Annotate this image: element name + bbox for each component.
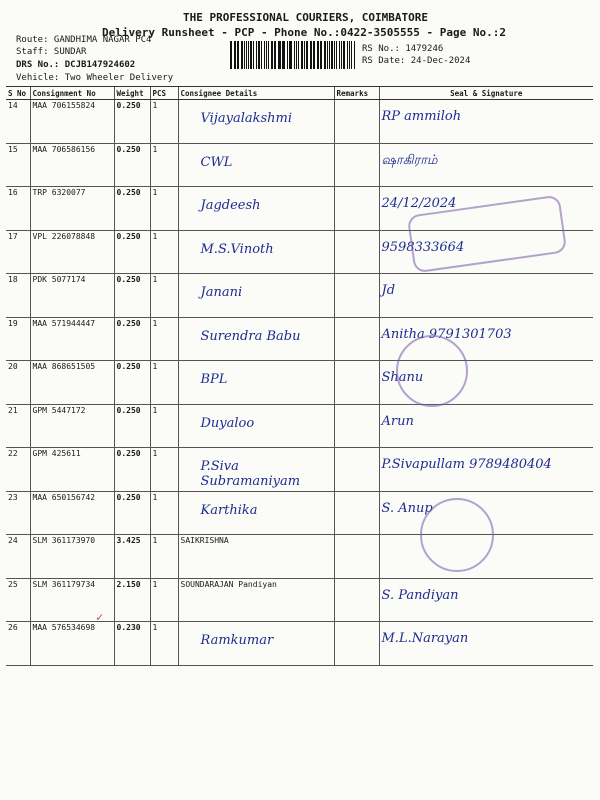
row-consignment: MAA 706155824 xyxy=(30,100,114,144)
row-pcs: 1 xyxy=(150,622,178,666)
row-remarks xyxy=(334,578,379,622)
row-consignee xyxy=(178,361,334,405)
row-sno: 16 xyxy=(6,187,30,231)
row-remarks xyxy=(334,187,379,231)
rs-date: RS Date: 24-Dec-2024 xyxy=(362,56,471,66)
col-remarks: Remarks xyxy=(334,87,379,100)
row-remarks xyxy=(334,100,379,144)
signature-handwriting: S. Pandiyan xyxy=(381,587,459,603)
row-pcs: 1 xyxy=(150,317,178,361)
row-remarks xyxy=(334,491,379,535)
consignee-handwriting: Ramkumar xyxy=(200,633,274,648)
row-consignee xyxy=(178,143,334,187)
consignee-name: SAIKRISHNA xyxy=(180,536,229,545)
row-pcs: 1 xyxy=(150,404,178,448)
row-signature xyxy=(379,404,593,448)
consignee-handwriting: Duyaloo xyxy=(200,415,255,431)
consignee-name: SOUNDARAJAN Pandiyan xyxy=(180,579,277,589)
col-pcs: PCS xyxy=(150,87,178,100)
row-remarks xyxy=(334,622,379,666)
col-signature: Seal & Signature xyxy=(379,87,593,100)
consignee-handwriting: Surendra Babu xyxy=(200,328,301,344)
row-consignee xyxy=(178,100,334,144)
row-remarks xyxy=(334,404,379,448)
table-row xyxy=(6,404,593,448)
row-weight: 0.250 xyxy=(114,404,150,448)
row-signature xyxy=(379,100,593,144)
row-sno: 19 xyxy=(6,317,30,361)
route-label: Route: GANDHIMA NAGAR PC4 xyxy=(16,35,152,45)
table-row xyxy=(6,274,593,318)
row-pcs: 1 xyxy=(150,187,178,231)
row-consignment: MAA 576534698 xyxy=(30,622,114,666)
row-weight: 2.150 xyxy=(114,578,150,622)
row-signature xyxy=(379,578,593,622)
col-sno: S No xyxy=(6,87,30,100)
row-pcs: 1 xyxy=(150,100,178,144)
row-pcs: 1 xyxy=(150,361,178,405)
row-sno: 15 xyxy=(6,143,30,187)
consignee-handwriting: P.Siva Subramaniyam xyxy=(200,459,301,489)
vehicle-label: Vehicle: Two Wheeler Delivery xyxy=(16,73,174,83)
row-weight: 0.250 xyxy=(114,187,150,231)
row-pcs: 1 xyxy=(150,491,178,535)
signature-handwriting: RP ammiloh xyxy=(381,109,462,124)
row-consignment: SLM 361179734 xyxy=(30,578,114,622)
row-weight: 0.250 xyxy=(114,361,150,405)
row-sno: 17 xyxy=(6,230,30,274)
table-row xyxy=(6,143,593,187)
row-consignee xyxy=(178,491,334,535)
signature-handwriting: ஷாகிராம் xyxy=(381,152,438,168)
row-remarks xyxy=(334,230,379,274)
consignee-handwriting: M.S.Vinoth xyxy=(200,241,274,257)
staff-label: Staff: SUNDAR xyxy=(16,47,87,57)
row-consignee xyxy=(178,274,334,318)
table-row xyxy=(6,622,593,666)
row-consignment: MAA 868651505 xyxy=(30,361,114,405)
row-consignment: MAA 650156742 xyxy=(30,491,114,535)
col-consignee: Consignee Details xyxy=(178,87,334,100)
row-consignee xyxy=(178,535,334,579)
signature-handwriting: Arun xyxy=(381,413,414,429)
company-title: THE PROFESSIONAL COURIERS, COIMBATORE xyxy=(183,11,429,24)
drs-number: DRS No.: DCJB147924602 xyxy=(16,60,136,70)
row-consignment: GPM 5447172 xyxy=(30,404,114,448)
row-consignee xyxy=(178,317,334,361)
runsheet-table xyxy=(6,86,593,666)
barcode-image xyxy=(230,41,356,69)
row-remarks xyxy=(334,361,379,405)
row-sno: 26 xyxy=(6,622,30,666)
consignee-handwriting: Karthika xyxy=(200,502,258,518)
row-consignee xyxy=(178,448,334,492)
row-weight: 0.250 xyxy=(114,143,150,187)
row-sno: 25 xyxy=(6,578,30,622)
row-consignee xyxy=(178,622,334,666)
col-weight: Weight xyxy=(114,87,150,100)
row-remarks xyxy=(334,448,379,492)
consignee-handwriting: CWL xyxy=(200,154,233,170)
row-pcs: 1 xyxy=(150,143,178,187)
row-remarks xyxy=(334,274,379,318)
row-weight: 0.250 xyxy=(114,230,150,274)
table-row xyxy=(6,491,593,535)
row-sno: 14 xyxy=(6,100,30,144)
row-sno: 23 xyxy=(6,491,30,535)
row-pcs: 1 xyxy=(150,274,178,318)
row-weight: 0.250 xyxy=(114,317,150,361)
seal-stamp xyxy=(420,498,494,572)
row-consignment: TRP 6320077 xyxy=(30,187,114,231)
row-remarks xyxy=(334,143,379,187)
row-consignment: SLM 361173970 xyxy=(30,535,114,579)
col-consignment: Consignment No xyxy=(30,87,114,100)
row-consignee xyxy=(178,578,334,622)
row-pcs: 1 xyxy=(150,535,178,579)
rs-number: RS No.: 1479246 xyxy=(362,44,444,54)
row-weight: 3.425 xyxy=(114,535,150,579)
row-pcs: 1 xyxy=(150,230,178,274)
table-row xyxy=(6,578,593,622)
row-sno: 20 xyxy=(6,361,30,405)
row-weight: 0.250 xyxy=(114,448,150,492)
table-row xyxy=(6,535,593,579)
row-consignment: GPM 425611 xyxy=(30,448,114,492)
table-header-row xyxy=(6,87,593,100)
row-consignment: VPL 226078848 xyxy=(30,230,114,274)
row-consignment: MAA 706586156 xyxy=(30,143,114,187)
signature-handwriting: M.L.Narayan xyxy=(381,631,469,646)
row-signature xyxy=(379,448,593,492)
signature-handwriting: Shanu xyxy=(381,370,424,385)
row-weight: 0.250 xyxy=(114,274,150,318)
row-sno: 18 xyxy=(6,274,30,318)
table-row xyxy=(6,448,593,492)
signature-handwriting: P.Sivapullam 9789480404 xyxy=(381,457,552,472)
row-sno: 21 xyxy=(6,404,30,448)
row-pcs: 1 xyxy=(150,578,178,622)
check-mark-icon: ✓ xyxy=(96,610,104,624)
consignee-handwriting: Vijayalakshmi xyxy=(200,111,293,126)
row-weight: 0.230 xyxy=(114,622,150,666)
table-row xyxy=(6,100,593,144)
row-weight: 0.250 xyxy=(114,491,150,535)
row-signature xyxy=(379,622,593,666)
table-row xyxy=(6,361,593,405)
row-consignee xyxy=(178,404,334,448)
row-remarks xyxy=(334,535,379,579)
row-consignee xyxy=(178,230,334,274)
row-remarks xyxy=(334,317,379,361)
consignee-handwriting: Jagdeesh xyxy=(200,198,261,213)
row-weight: 0.250 xyxy=(114,100,150,144)
seal-stamp xyxy=(396,335,468,407)
signature-handwriting: Jd xyxy=(381,283,396,298)
signature-handwriting: 24/12/2024 xyxy=(381,196,457,211)
runsheet-subtitle: Delivery Runsheet - PCP - Phone No.:0422-3505555 - Page No.:2 xyxy=(102,26,506,39)
row-consignee xyxy=(178,187,334,231)
row-signature xyxy=(379,274,593,318)
consignee-handwriting: Janani xyxy=(200,285,243,300)
row-sno: 22 xyxy=(6,448,30,492)
row-consignment: MAA 571944447 xyxy=(30,317,114,361)
consignee-handwriting: BPL xyxy=(200,372,228,387)
table-row xyxy=(6,317,593,361)
row-signature xyxy=(379,143,593,187)
row-sno: 24 xyxy=(6,535,30,579)
signature-handwriting: Anitha 9791301703 xyxy=(381,326,512,342)
signature-handwriting: S. Anup xyxy=(381,500,433,516)
row-consignment: PDK 5077174 xyxy=(30,274,114,318)
signature-handwriting: 9598333664 xyxy=(381,239,465,255)
row-pcs: 1 xyxy=(150,448,178,492)
